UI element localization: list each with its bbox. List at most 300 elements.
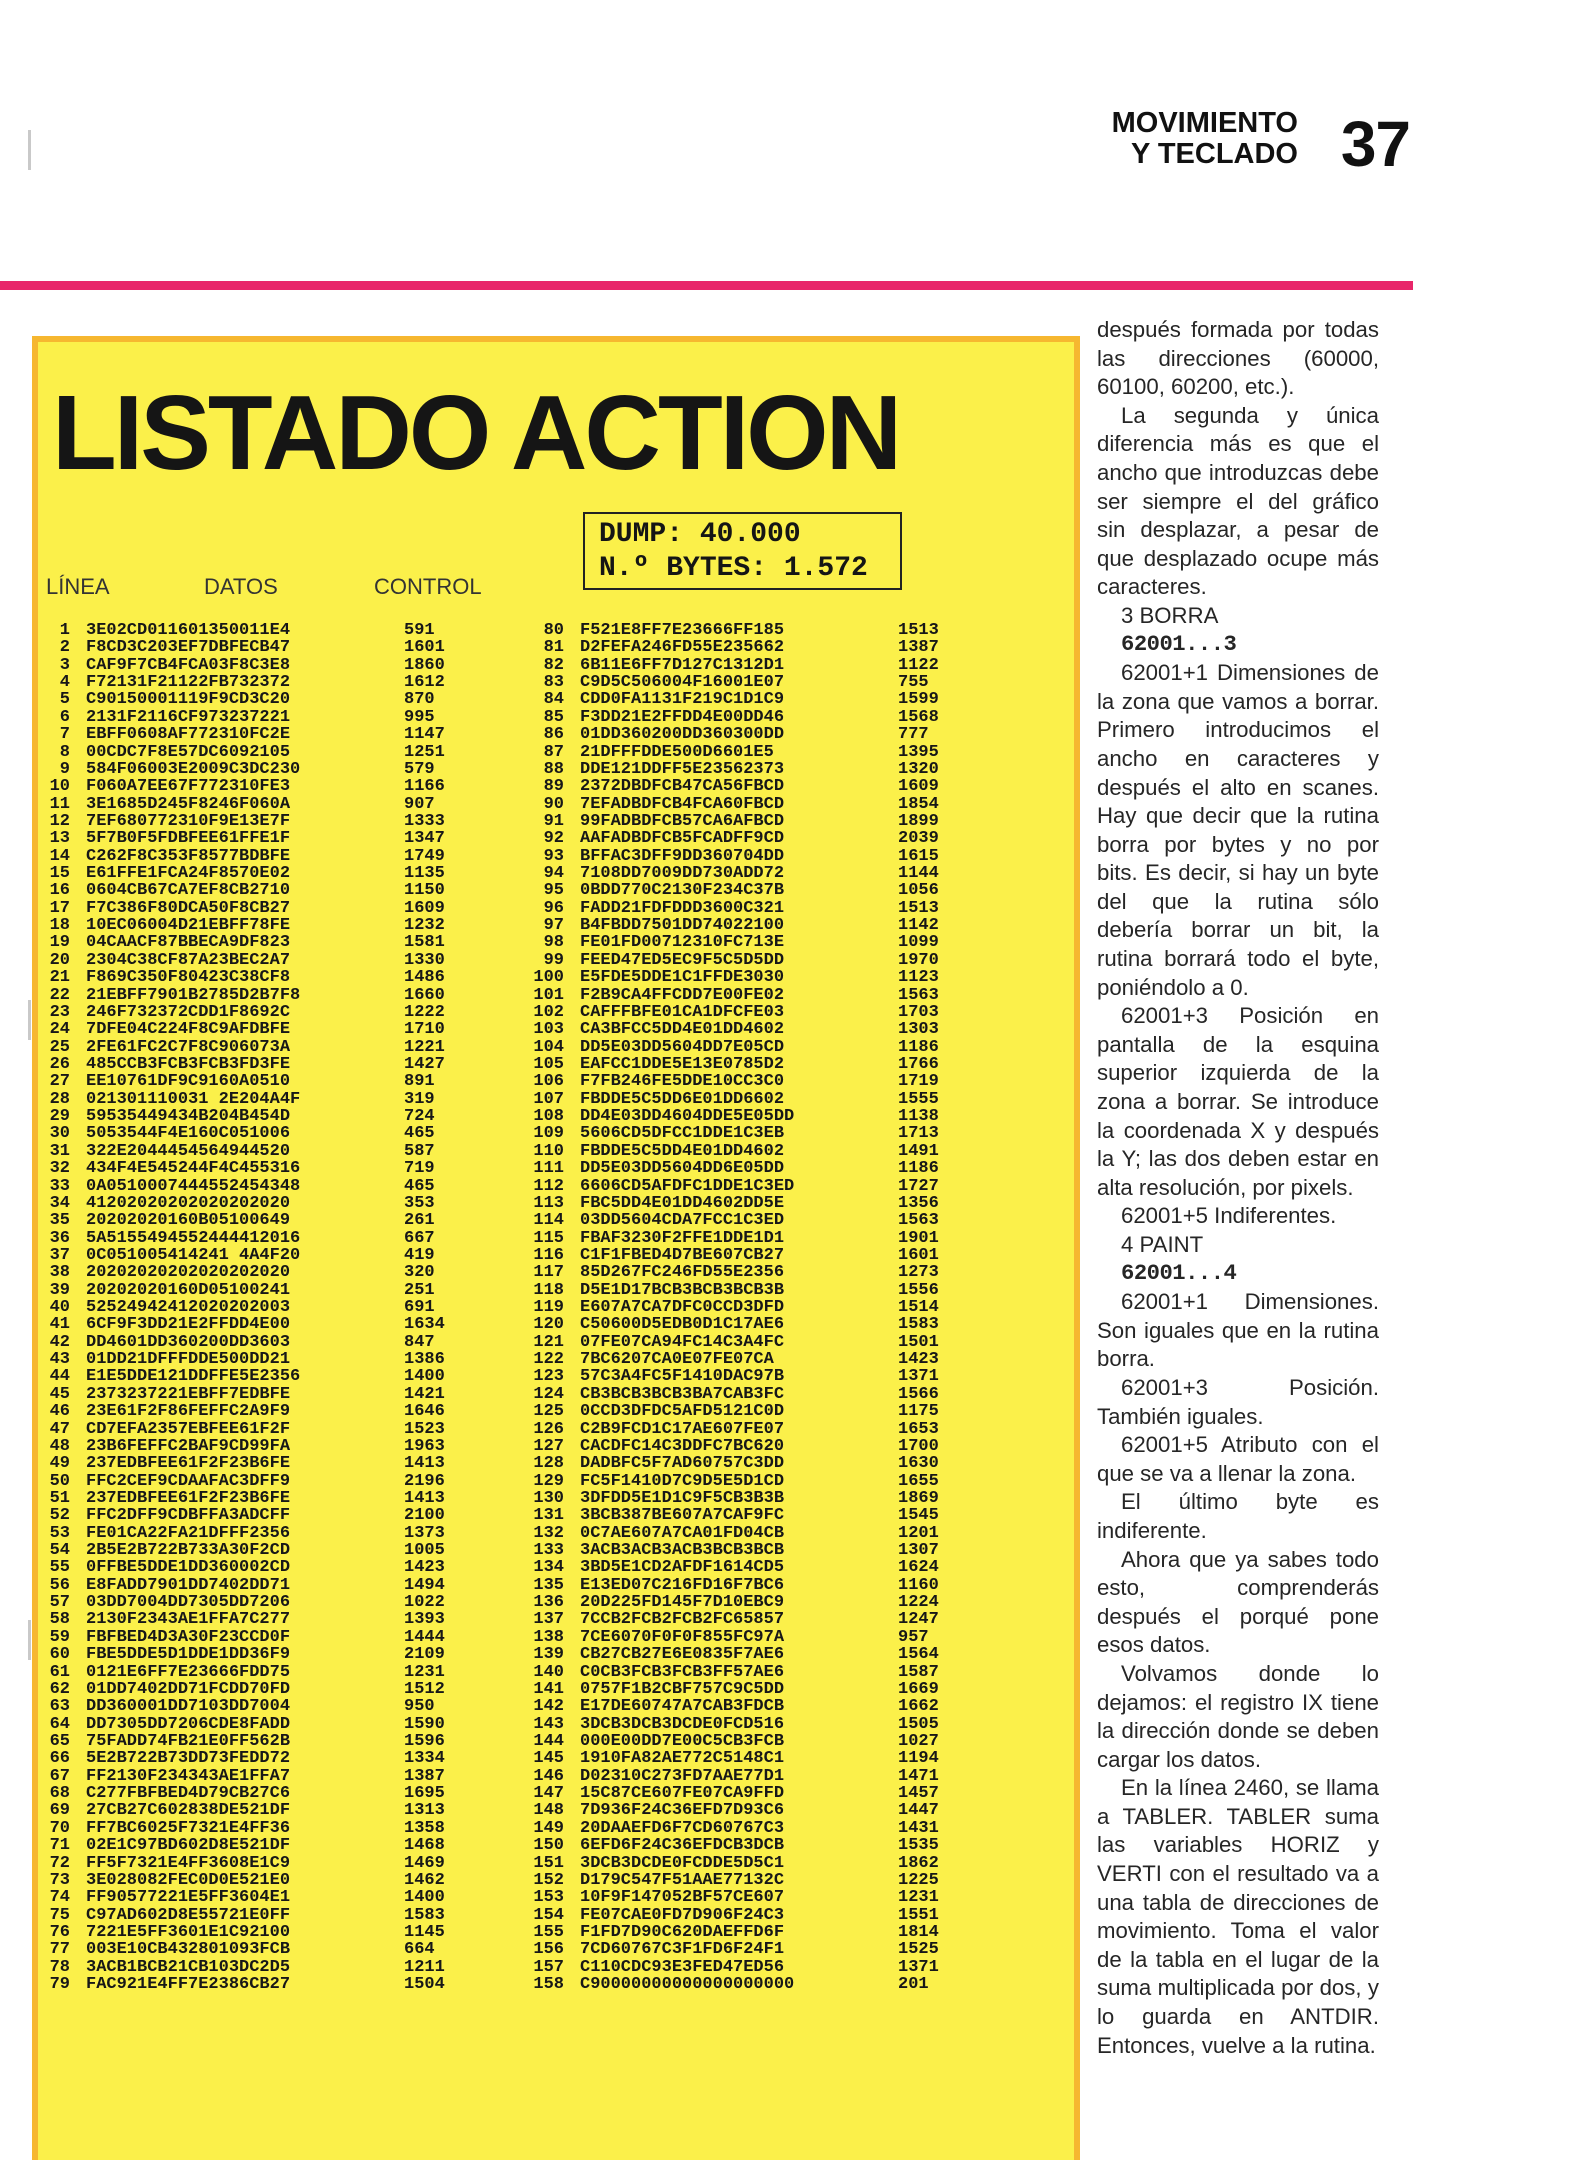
listing-row	[526, 830, 978, 847]
checksum: 1514	[898, 1298, 939, 1318]
line-number: 119	[533, 1298, 564, 1318]
hex-data: 0C051005414241 4A4F20	[86, 1245, 301, 1265]
line-number: 82	[543, 655, 564, 675]
hex-data: C97AD602D8E55721E0FF	[86, 1905, 291, 1925]
line-number: 132	[533, 1523, 564, 1543]
listing-row	[526, 952, 978, 969]
hex-data: 75FADD74FB21E0FF562B	[86, 1732, 291, 1751]
checksum: 1413	[404, 1454, 445, 1474]
listing-row	[44, 709, 484, 726]
listing-row	[526, 900, 978, 917]
listing-row	[526, 622, 978, 639]
listing-row	[526, 1351, 978, 1368]
line-number: 65	[49, 1732, 70, 1751]
listing-row	[44, 1594, 484, 1611]
hex-data: BFFAC3DFF9DD360704DD	[580, 846, 785, 866]
checksum: 1027	[898, 1732, 939, 1751]
hex-data: 20202020160B05100649	[86, 1211, 291, 1231]
hex-data: 10EC06004D21EBFF78FE	[86, 916, 291, 936]
line-number: 62	[49, 1679, 70, 1699]
line-number: 3	[59, 655, 70, 675]
line-number: 130	[533, 1488, 564, 1508]
checksum: 1609	[404, 898, 445, 918]
listing-row	[526, 1056, 978, 1073]
checksum: 1330	[404, 950, 445, 970]
listing-row	[44, 674, 484, 691]
line-number: 86	[543, 725, 564, 745]
checksum: 1444	[404, 1627, 445, 1647]
listing-row	[526, 1108, 978, 1125]
checksum: 777	[898, 725, 929, 745]
listing-row	[44, 1421, 484, 1438]
line-number: 47	[49, 1419, 70, 1439]
checksum: 1150	[404, 881, 445, 901]
checksum: 1160	[898, 1575, 939, 1595]
checksum: 1695	[404, 1784, 445, 1804]
listing-row	[44, 1108, 484, 1125]
listing-row	[526, 1004, 978, 1021]
line-number: 135	[533, 1575, 564, 1595]
listing-row	[526, 657, 978, 674]
listing-row	[44, 726, 484, 743]
checksum: 1251	[404, 742, 445, 762]
listing-row	[44, 1733, 484, 1750]
listing-row	[44, 1490, 484, 1507]
listing-row	[44, 1160, 484, 1177]
line-number: 137	[533, 1610, 564, 1630]
hex-data: C0CB3FCB3FCB3FF57AE6	[580, 1662, 785, 1682]
hex-data: CACDFC14C3DDFC7BC620	[580, 1436, 785, 1456]
listing-row	[526, 1941, 978, 1958]
checksum: 1700	[898, 1436, 939, 1456]
line-number: 145	[533, 1749, 564, 1769]
checksum: 1395	[898, 742, 939, 762]
listing-row	[526, 1577, 978, 1594]
listing-row	[526, 1559, 978, 1576]
hex-data: C262F8C353F8577BDBFE	[86, 846, 291, 866]
listing-row	[44, 1507, 484, 1524]
line-number: 40	[49, 1298, 70, 1318]
article-text	[1097, 316, 1379, 2060]
hex-data: FE07CAE0FD7D906F24C3	[580, 1905, 785, 1925]
line-number: 89	[543, 777, 564, 797]
checksum: 1601	[404, 638, 445, 658]
line-number: 2	[59, 638, 70, 658]
hex-data: 7221E5FF3601E1C92100	[86, 1922, 291, 1942]
hex-data: D02310C273FD7AAE77D1	[580, 1766, 785, 1786]
listing-row	[44, 1455, 484, 1472]
listing-row	[44, 900, 484, 917]
listing-row	[44, 744, 484, 761]
hex-data: 01DD7402DD71FCDD70FD	[86, 1679, 291, 1699]
line-number: 115	[533, 1228, 564, 1248]
listing-row	[44, 796, 484, 813]
hex-data: F060A7EE67F772310FE3	[86, 777, 291, 797]
checksum: 847	[404, 1332, 435, 1352]
checksum: 724	[404, 1107, 435, 1127]
listing-row	[526, 1299, 978, 1316]
article-paragraph: 4 PAINT	[1121, 1232, 1204, 1257]
line-number: 29	[49, 1107, 70, 1127]
hex-data: 3DCB3DCB3DCDE0FCD516	[580, 1714, 785, 1734]
hex-data: 003E10CB432801093FCB	[86, 1940, 291, 1960]
line-number: 129	[533, 1471, 564, 1491]
hex-data: FFC2DFF9CDBFFA3ADCFF	[86, 1506, 291, 1526]
hex-data: 3BD5E1CD2AFDF1614CD5	[580, 1558, 785, 1578]
line-number: 157	[533, 1957, 564, 1977]
hex-data: DD4E03DD4604DDE5E05DD	[580, 1107, 795, 1127]
checksum: 1358	[404, 1818, 445, 1838]
listing-row	[526, 709, 978, 726]
line-number: 45	[49, 1384, 70, 1404]
line-number: 95	[543, 881, 564, 901]
hex-data: F2B9CA4FFCDD7E00FE02	[580, 985, 785, 1005]
line-number: 133	[533, 1541, 564, 1561]
checksum: 870	[404, 690, 435, 710]
listing-row	[44, 1768, 484, 1785]
line-number: 88	[543, 759, 564, 779]
checksum: 1486	[404, 968, 445, 988]
checksum: 1334	[404, 1749, 445, 1769]
hex-data: 7DFE04C224F8C9AFDBFE	[86, 1020, 291, 1040]
hex-data: 6CF9F3DD21E2FFDD4E00	[86, 1315, 291, 1335]
line-number: 104	[533, 1037, 564, 1057]
listing-row	[526, 639, 978, 656]
hex-data: AAFADBDFCB5FCADFF9CD	[580, 829, 785, 849]
hex-data: 20202020160D05100241	[86, 1280, 291, 1300]
hex-data: E61FFE1FCA24F8570E02	[86, 864, 291, 884]
line-number: 106	[533, 1072, 564, 1092]
listing-row	[526, 1490, 978, 1507]
hex-data: FF2130F234343AE1FFA7	[86, 1766, 291, 1786]
line-number: 93	[543, 846, 564, 866]
line-number: 154	[533, 1905, 564, 1925]
hex-data: 5F7B0F5FDBFEE61FFE1F	[86, 829, 291, 849]
listing-row	[44, 1559, 484, 1576]
hex-data: 584F06003E2009C3DC230	[86, 759, 301, 779]
line-number: 73	[49, 1870, 70, 1890]
checksum: 1373	[404, 1523, 445, 1543]
checksum: 1525	[898, 1940, 939, 1960]
line-number: 143	[533, 1714, 564, 1734]
article-paragraph: 62001+5 Indiferentes.	[1121, 1203, 1337, 1229]
hex-data: 246F732372CDD1F8692C	[86, 1002, 291, 1022]
listing-row	[44, 813, 484, 830]
listing-row	[44, 1542, 484, 1559]
checksum: 587	[404, 1141, 435, 1161]
listing-row	[526, 796, 978, 813]
listing-row	[526, 1021, 978, 1038]
checksum: 465	[404, 1124, 435, 1144]
listing-row	[44, 622, 484, 639]
hex-data: 2304C38CF87A23BEC2A7	[86, 950, 291, 970]
hex-data: 000E00DD7E00C5CB3FCB	[580, 1732, 785, 1751]
hex-data: 0757F1B2CBF757C9C5DD	[580, 1679, 785, 1699]
line-number: 103	[533, 1020, 564, 1040]
hex-data: DD4601DD360200DD3603	[86, 1332, 291, 1352]
checksum: 1469	[404, 1853, 445, 1873]
listing-row	[526, 1785, 978, 1802]
checksum: 1387	[404, 1766, 445, 1786]
checksum: 1583	[404, 1905, 445, 1925]
hex-data: 0121E6FF7E23666FDD75	[86, 1662, 291, 1682]
line-number: 46	[49, 1402, 70, 1422]
hex-data: EE10761DF9C9160A0510	[86, 1072, 291, 1092]
hex-data: DD5E03DD5604DD6E05DD	[580, 1159, 785, 1179]
line-number: 117	[533, 1263, 564, 1283]
checksum: 1963	[404, 1436, 445, 1456]
hex-data: F3DD21E2FFDD4E00DD46	[580, 707, 785, 727]
line-number: 9	[59, 759, 70, 779]
line-number: 125	[533, 1402, 564, 1422]
line-number: 90	[543, 794, 564, 814]
checksum: 1501	[898, 1332, 939, 1352]
listing-row	[526, 987, 978, 1004]
line-number: 20	[49, 950, 70, 970]
listing-row	[44, 1368, 484, 1385]
hex-data: 2373237221EBFF7EDBFE	[86, 1384, 291, 1404]
line-number: 151	[533, 1853, 564, 1873]
line-number: 81	[543, 638, 564, 658]
checksum: 1662	[898, 1697, 939, 1717]
line-number: 141	[533, 1679, 564, 1699]
checksum: 1175	[898, 1402, 939, 1422]
listing-row	[526, 1716, 978, 1733]
line-number: 57	[49, 1593, 70, 1613]
hex-data: 021301110031 2E204A4F	[86, 1089, 301, 1109]
line-number: 70	[49, 1818, 70, 1838]
listing-row	[44, 1855, 484, 1872]
checksum: 2100	[404, 1506, 445, 1526]
article-paragraph: 62001+5 Atributo con el que se va a llenar la zona.	[1097, 1432, 1379, 1486]
line-number: 17	[49, 898, 70, 918]
hex-data: F1FD7D90C620DAEFFD6F	[580, 1922, 785, 1942]
checksum: 1356	[898, 1193, 939, 1213]
line-number: 67	[49, 1766, 70, 1786]
listing-row	[526, 882, 978, 899]
hex-data: DD7305DD7206CDE8FADD	[86, 1714, 291, 1734]
listing-row	[526, 1316, 978, 1333]
article-paragraph: 62001+3 Posición en pantalla de la esquina superior izquierda de la zona a borrar. Se introduce la coordenada X y después la Y; las dos deben estar en alta resolución, por pixels.	[1097, 1003, 1379, 1200]
checksum: 907	[404, 794, 435, 814]
line-number: 12	[49, 811, 70, 831]
line-number: 55	[49, 1558, 70, 1578]
checksum: 1609	[898, 777, 939, 797]
hex-data: FEED47ED5EC9F5C5D5DD	[580, 950, 785, 970]
hex-data: 0604CB67CA7EF8CB2710	[86, 881, 291, 901]
line-number: 10	[49, 777, 70, 797]
checksum: 1056	[898, 881, 939, 901]
listing-row	[526, 1698, 978, 1715]
line-number: 78	[49, 1957, 70, 1977]
checksum: 664	[404, 1940, 435, 1960]
checksum: 1653	[898, 1419, 939, 1439]
listing-row	[44, 1611, 484, 1628]
line-number: 87	[543, 742, 564, 762]
line-number: 92	[543, 829, 564, 849]
hex-data: 5A5155494552444412016	[86, 1228, 301, 1248]
checksum: 1423	[404, 1558, 445, 1578]
listing-row	[526, 1264, 978, 1281]
listing-row	[44, 1125, 484, 1142]
listing-row	[44, 882, 484, 899]
listing-row	[44, 830, 484, 847]
hex-data: 7EFADBDFCB4FCA60FBCD	[580, 794, 785, 814]
checksum: 1400	[404, 1367, 445, 1387]
line-number: 15	[49, 864, 70, 884]
line-number: 48	[49, 1436, 70, 1456]
hex-data: DDE121DDFF5E23562373	[580, 759, 785, 779]
listing-row	[526, 813, 978, 830]
checksum: 1504	[404, 1975, 445, 1995]
listing-row	[44, 1889, 484, 1906]
hex-data: 237EDBFEE61F2F23B6FE	[86, 1454, 291, 1474]
line-number: 53	[49, 1523, 70, 1543]
line-number: 68	[49, 1784, 70, 1804]
article-paragraph: después formada por todas las direcciones (60000, 60100, 60200, etc.).	[1097, 317, 1379, 400]
hex-data: 2B5E2B722B733A30F2CD	[86, 1541, 291, 1561]
line-number: 84	[543, 690, 564, 710]
checksum: 755	[898, 673, 929, 693]
line-number: 42	[49, 1332, 70, 1352]
hex-data: 0FFBE5DDE1DD360002CD	[86, 1558, 291, 1578]
hex-data: 6606CD5AFDFC1DDE1C3ED	[580, 1176, 795, 1196]
listing-row	[526, 1421, 978, 1438]
hex-data: 52524942412020202003	[86, 1298, 291, 1318]
line-number: 23	[49, 1002, 70, 1022]
checksum: 1703	[898, 1002, 939, 1022]
hex-data: 04CAACF87BBECA9DF823	[86, 933, 291, 953]
checksum: 667	[404, 1228, 435, 1248]
line-number: 39	[49, 1280, 70, 1300]
listing-row	[44, 1976, 484, 1993]
line-number: 111	[533, 1159, 564, 1179]
line-number: 114	[533, 1211, 564, 1231]
article-code-line: 62001...4	[1121, 1260, 1237, 1286]
hex-data: FBDDE5C5DD6E01DD6602	[580, 1089, 785, 1109]
line-number: 60	[49, 1645, 70, 1665]
listing-row	[526, 1230, 978, 1247]
hex-data: 3ACB1BCB21CB103DC2D5	[86, 1957, 291, 1977]
line-number: 18	[49, 916, 70, 936]
checksum: 1231	[404, 1662, 445, 1682]
listing-row	[526, 1611, 978, 1628]
checksum: 1612	[404, 673, 445, 693]
checksum: 1123	[898, 968, 939, 988]
hex-data: E1E5DDE121DDFFE5E2356	[86, 1367, 301, 1387]
accent-rule	[0, 281, 1413, 290]
checksum: 1862	[898, 1853, 939, 1873]
checksum: 1386	[404, 1350, 445, 1370]
listing-row	[526, 1907, 978, 1924]
line-number: 153	[533, 1888, 564, 1908]
section-title-line-2: Y TECLADO	[1130, 138, 1298, 170]
checksum: 1970	[898, 950, 939, 970]
hex-data: 237EDBFEE61F2F23B6FE	[86, 1488, 291, 1508]
checksum: 2196	[404, 1471, 445, 1491]
line-number: 5	[59, 690, 70, 710]
checksum: 1462	[404, 1870, 445, 1890]
hex-data: FBC5DD4E01DD4602DD5E	[580, 1193, 785, 1213]
hex-data: 0CCD3DFDC5AFD5121C0D	[580, 1402, 785, 1422]
checksum: 1749	[404, 846, 445, 866]
listing-row	[44, 865, 484, 882]
line-number: 31	[49, 1141, 70, 1161]
checksum: 1099	[898, 933, 939, 953]
checksum: 1221	[404, 1037, 445, 1057]
checksum: 691	[404, 1298, 435, 1318]
checksum: 1400	[404, 1888, 445, 1908]
line-number: 59	[49, 1627, 70, 1647]
hex-data: 5053544F4E160C051006	[86, 1124, 291, 1144]
checksum: 1371	[898, 1367, 939, 1387]
checksum: 1719	[898, 1072, 939, 1092]
listing-row	[44, 1299, 484, 1316]
listing-row	[526, 1976, 978, 1993]
hex-data: 3E1685D245F8246F060A	[86, 794, 291, 814]
line-number: 69	[49, 1801, 70, 1821]
checksum: 1555	[898, 1089, 939, 1109]
checksum: 1523	[404, 1419, 445, 1439]
checksum: 1669	[898, 1679, 939, 1699]
checksum: 1646	[404, 1402, 445, 1422]
listing-row	[44, 1386, 484, 1403]
listing-row	[44, 1230, 484, 1247]
line-number: 77	[49, 1940, 70, 1960]
hex-data: DADBFC5F7AD60757C3DD	[580, 1454, 785, 1474]
binding-mark	[28, 130, 31, 170]
hex-data: 02E1C97BD602D8E521DF	[86, 1836, 291, 1856]
listing-row	[44, 778, 484, 795]
checksum: 2039	[898, 829, 939, 849]
listing-row	[526, 1768, 978, 1785]
hex-data: 3BCB387BE607A7CAF9FC	[580, 1506, 785, 1526]
checksum: 201	[898, 1975, 929, 1995]
line-number: 41	[49, 1315, 70, 1335]
line-number: 126	[533, 1419, 564, 1439]
listing-row	[44, 1664, 484, 1681]
line-number: 149	[533, 1818, 564, 1838]
line-number: 94	[543, 864, 564, 884]
checksum: 1551	[898, 1905, 939, 1925]
listing-row	[44, 1334, 484, 1351]
line-number: 118	[533, 1280, 564, 1300]
listing-row	[526, 1403, 978, 1420]
checksum: 1347	[404, 829, 445, 849]
listing-row	[44, 1073, 484, 1090]
listing-row	[44, 1941, 484, 1958]
checksum: 1122	[898, 655, 939, 675]
article-paragraph: 3 BORRA	[1121, 602, 1219, 628]
listing-row	[44, 1802, 484, 1819]
line-number: 127	[533, 1436, 564, 1456]
hex-data: 59535449434B204B454D	[86, 1107, 291, 1127]
listing-row	[526, 778, 978, 795]
line-number: 49	[49, 1454, 70, 1474]
listing-row	[526, 1646, 978, 1663]
checksum: 1333	[404, 811, 445, 831]
line-number: 76	[49, 1922, 70, 1942]
hex-data: 03DD5604CDA7FCC1C3ED	[580, 1211, 785, 1231]
checksum: 1505	[898, 1714, 939, 1734]
checksum: 1471	[898, 1766, 939, 1786]
listing-row	[526, 1178, 978, 1195]
checksum: 1135	[404, 864, 445, 884]
hex-data: C110CDC93E3FED47ED56	[580, 1957, 785, 1977]
listing-row	[44, 1247, 484, 1264]
hex-data: C1F1FBED4D7BE607CB27	[580, 1245, 785, 1265]
listing-row	[44, 1264, 484, 1281]
